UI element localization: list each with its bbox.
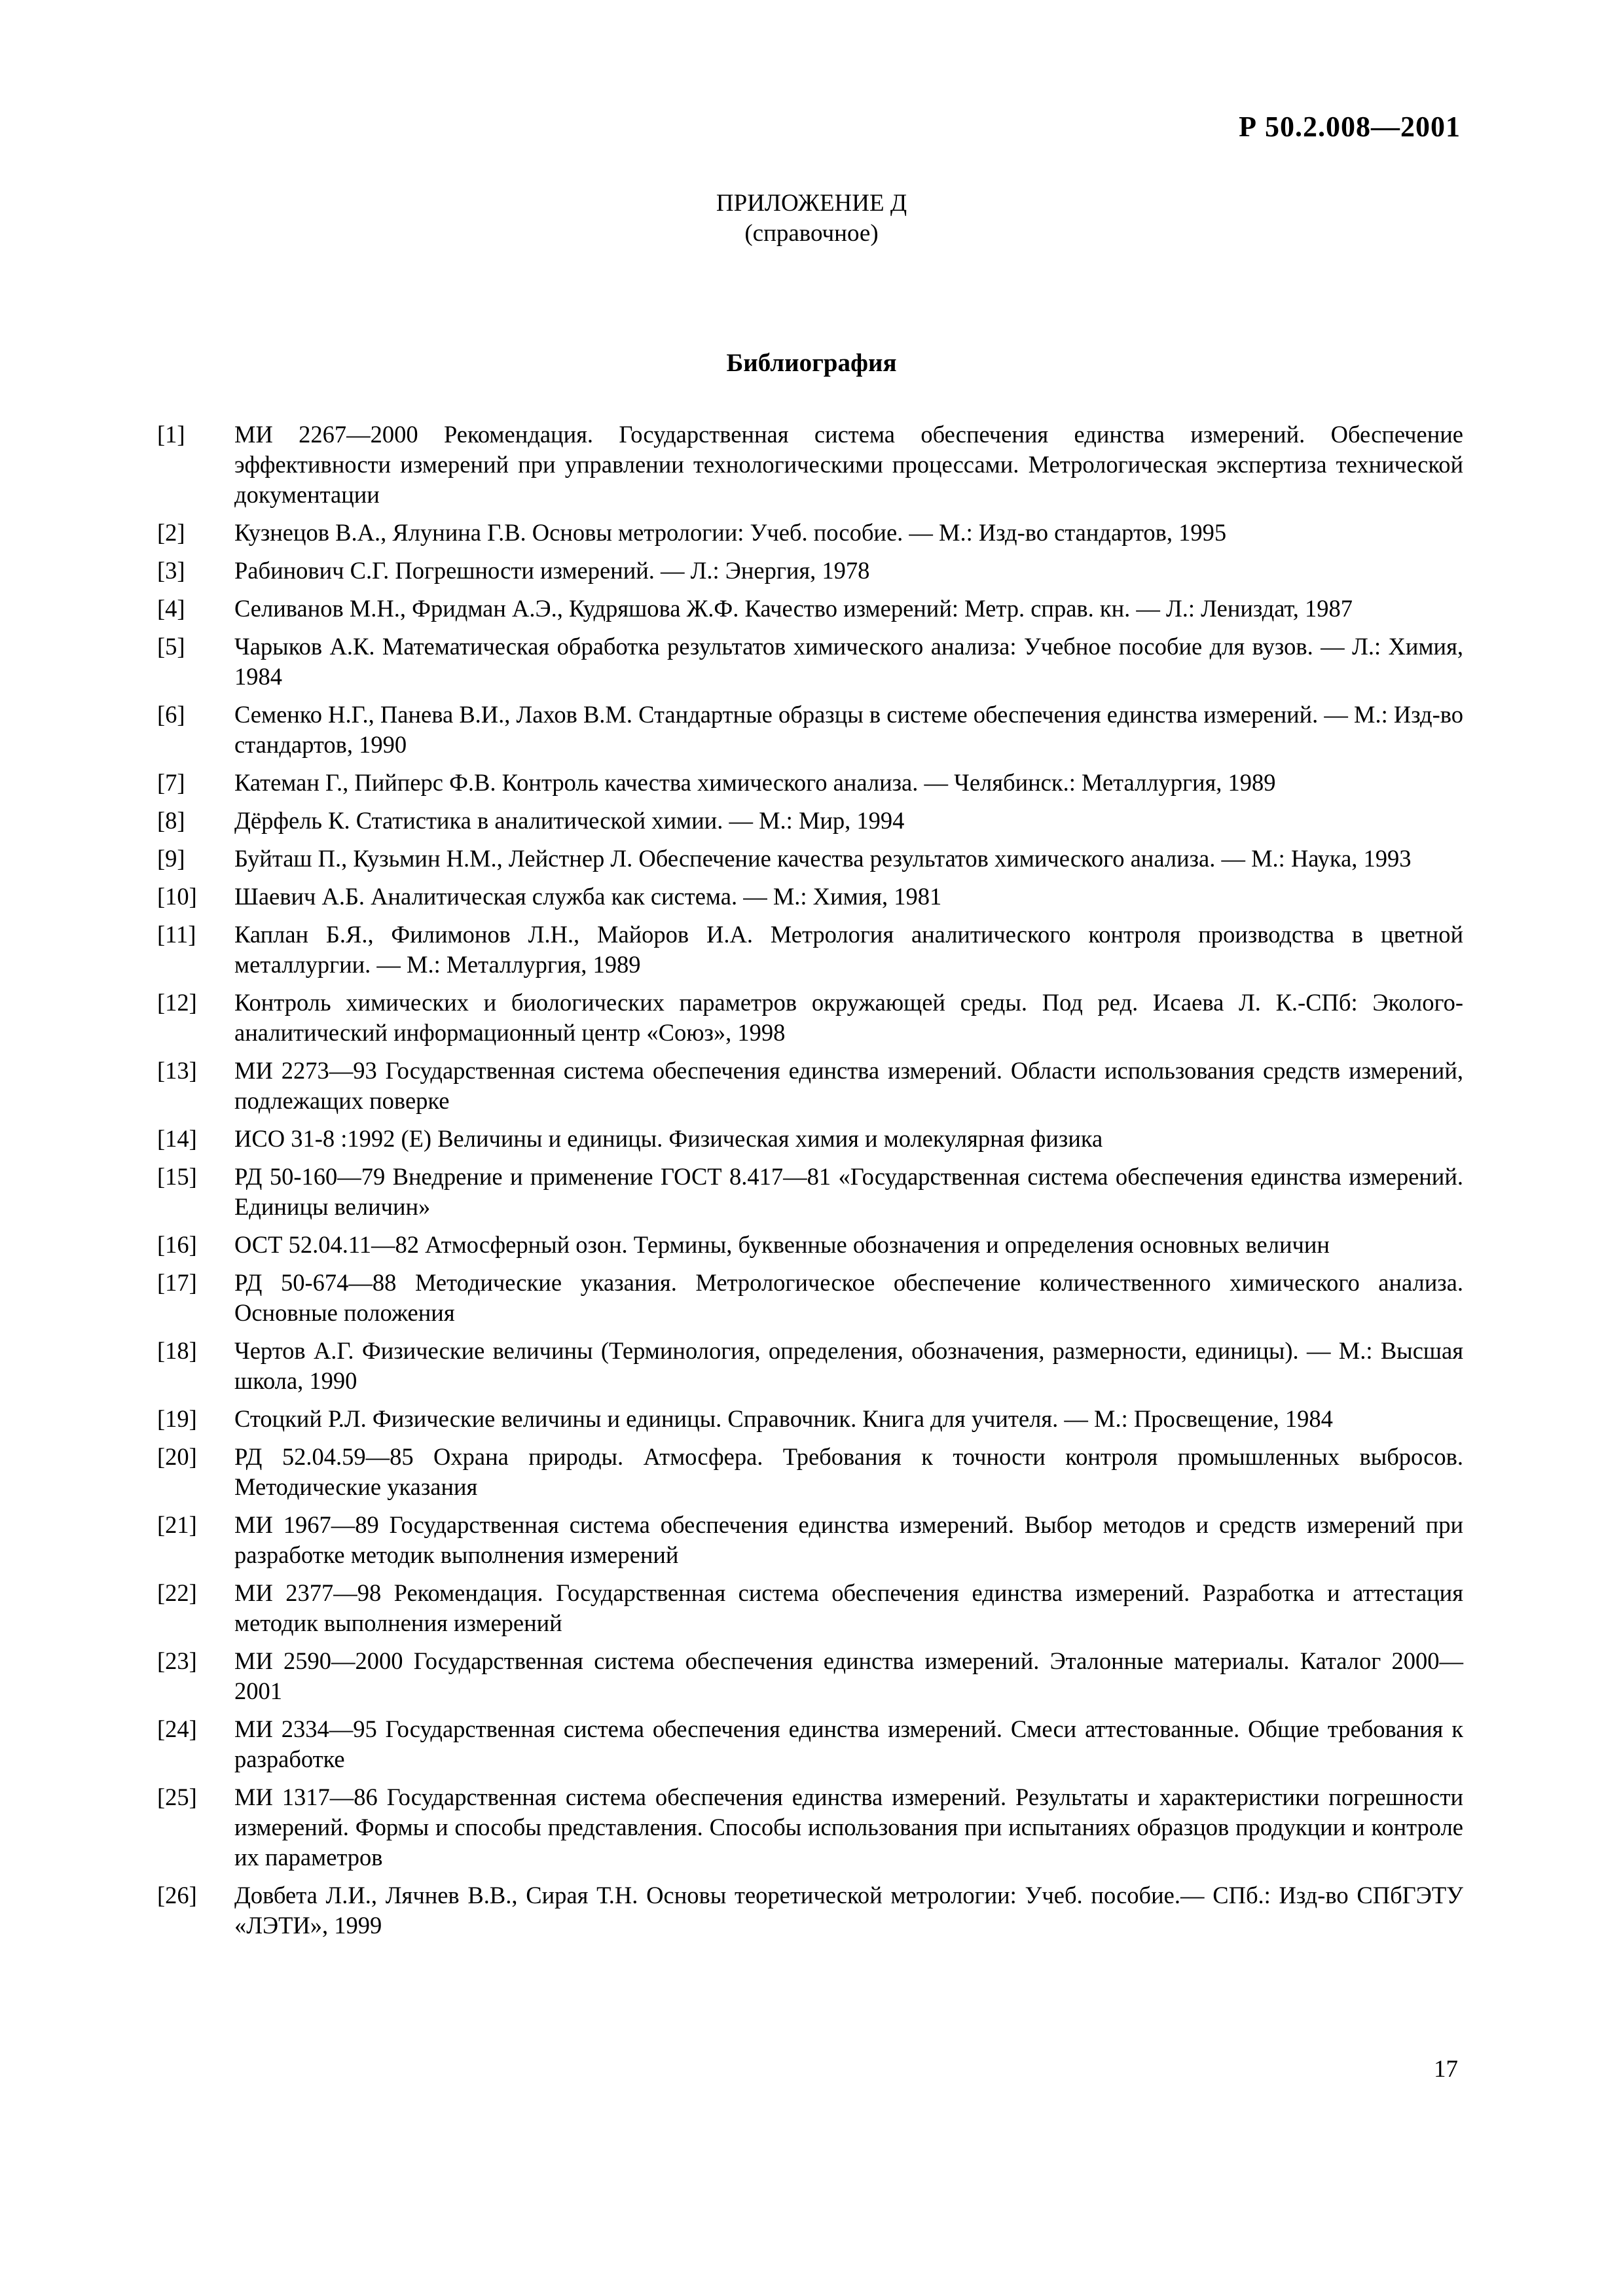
bibliography-entry (157, 768, 1463, 798)
bibliography-entry (157, 556, 1463, 586)
bibliography-entry (157, 882, 1463, 912)
bibliography-entry (157, 1714, 1463, 1774)
bibliography-entry (157, 844, 1463, 874)
bibliography-entry (157, 700, 1463, 760)
entry-text: МИ 1317—86 Государственная система обеспечения единства измерений. Результаты и характеристики погрешности измерений. Формы и способы представления. Способы использования при испытаниях образцов продукции и контроле их параметров (234, 1784, 1463, 1871)
entry-number: [5] (157, 633, 185, 660)
entry-number: [19] (157, 1405, 197, 1432)
entry-number: [18] (157, 1337, 197, 1364)
bibliography-entry (157, 518, 1463, 548)
bibliography-entry (157, 1442, 1463, 1502)
bibliography-entry (157, 1578, 1463, 1638)
bibliography-entry (157, 988, 1463, 1048)
entry-text: Дёрфель К. Статистика в аналитической химии. — М.: Мир, 1994 (234, 807, 905, 834)
bibliography-entry (157, 632, 1463, 692)
entry-number: [22] (157, 1579, 197, 1606)
entry-number: [12] (157, 989, 197, 1016)
entry-number: [15] (157, 1163, 197, 1190)
bibliography-entry (157, 1880, 1463, 1941)
entry-text: Чарыков А.К. Математическая обработка результатов химического анализа: Учебное пособие для вузов. — Л.: Химия, 1984 (234, 633, 1463, 690)
entry-number: [4] (157, 595, 185, 622)
entry-text: Кузнецов В.А., Ялунина Г.В. Основы метрологии: Учеб. пособие. — М.: Изд-во стандартов, 1995 (234, 519, 1227, 546)
bibliography-entry (157, 1268, 1463, 1328)
entry-text: ИСО 31-8 :1992 (Е) Величины и единицы. Физическая химия и молекулярная физика (234, 1125, 1103, 1152)
appendix-title: ПРИЛОЖЕНИЕ Д (716, 190, 907, 217)
entry-number: [14] (157, 1125, 197, 1152)
entry-text: МИ 1967—89 Государственная система обеспечения единства измерений. Выбор методов и средств измерений при разработке методик выполнения измерений (234, 1511, 1463, 1568)
entry-text: МИ 2590—2000 Государственная система обеспечения единства измерений. Эталонные материалы. Каталог 2000—2001 (234, 1647, 1463, 1704)
entry-text: Каплан Б.Я., Филимонов Л.Н., Майоров И.А. Метрология аналитического контроля производства в цветной металлургии. — М.: Металлургия, 1989 (234, 921, 1463, 978)
bibliography-entry (157, 1404, 1463, 1434)
appendix-subtitle: (справочное) (744, 220, 879, 247)
bibliography-entry (157, 1336, 1463, 1396)
entry-number: [3] (157, 557, 185, 584)
page-number: 17 (1434, 2056, 1458, 2083)
entry-number: [2] (157, 519, 185, 546)
bibliography-entry (157, 806, 1463, 836)
bibliography-entry (157, 920, 1463, 980)
bibliography-entry (157, 1162, 1463, 1222)
bibliography-entry (157, 1782, 1463, 1873)
bibliography-entry (157, 594, 1463, 624)
entry-text: РД 50-160—79 Внедрение и применение ГОСТ 8.417—81 «Государственная система обеспечения единства измерений. Единицы величин» (234, 1163, 1463, 1220)
entry-text: Катеман Г., Пийперс Ф.В. Контроль качества химического анализа. — Челябинск.: Металлургия, 1989 (234, 769, 1276, 796)
document-code: Р 50.2.008—2001 (1239, 111, 1461, 143)
appendix-caption (0, 188, 1623, 249)
entry-text: МИ 2377—98 Рекомендация. Государственная система обеспечения единства измерений. Разработка и аттестация методик выполнения измерений (234, 1579, 1463, 1636)
entry-number: [6] (157, 701, 185, 728)
entry-number: [20] (157, 1443, 197, 1470)
entry-number: [25] (157, 1784, 197, 1810)
entry-text: МИ 2273—93 Государственная система обеспечения единства измерений. Области использования средств измерений, подлежащих поверке (234, 1057, 1463, 1114)
bibliography-entry (157, 1510, 1463, 1570)
bibliography-entry (157, 1124, 1463, 1154)
entry-text: МИ 2267—2000 Рекомендация. Государственная система обеспечения единства измерений. Обеспечение эффективности измерений при управлении технологическими процессами. Метрологическая экспертиза технической документации (234, 421, 1463, 508)
entry-text: РД 52.04.59—85 Охрана природы. Атмосфера. Требования к точности контроля промышленных выбросов. Методические указания (234, 1443, 1463, 1500)
entry-number: [1] (157, 421, 185, 448)
entry-number: [21] (157, 1511, 197, 1538)
entry-text: Контроль химических и биологических параметров окружающей среды. Под ред. Исаева Л. К.-СПб: Эколого-аналитический информационный центр «Союз», 1998 (234, 989, 1463, 1046)
entry-number: [8] (157, 807, 185, 834)
entry-text: Чертов А.Г. Физические величины (Терминология, определения, обозначения, размерности, единицы). — М.: Высшая школа, 1990 (234, 1337, 1463, 1394)
entry-number: [10] (157, 883, 197, 910)
entry-number: [17] (157, 1269, 197, 1296)
entry-number: [24] (157, 1715, 197, 1742)
entry-text: РД 50-674—88 Методические указания. Метрологическое обеспечение количественного химического анализа. Основные положения (234, 1269, 1463, 1326)
entry-number: [9] (157, 845, 185, 872)
entry-number: [23] (157, 1647, 197, 1674)
entry-number: [26] (157, 1882, 197, 1909)
entry-text: ОСТ 52.04.11—82 Атмосферный озон. Термины, буквенные обозначения и определения основных величин (234, 1231, 1330, 1258)
entry-text: Рабинович С.Г. Погрешности измерений. — Л.: Энергия, 1978 (234, 557, 870, 584)
bibliography-list (157, 420, 1463, 1948)
entry-text: Стоцкий Р.Л. Физические величины и единицы. Справочник. Книга для учителя. — М.: Просвещение, 1984 (234, 1405, 1333, 1432)
entry-number: [16] (157, 1231, 197, 1258)
entry-text: Довбета Л.И., Лячнев В.В., Сирая Т.Н. Основы теоретической метрологии: Учеб. пособие.— СПб.: Изд-во СПбГЭТУ «ЛЭТИ», 1999 (234, 1882, 1463, 1939)
entry-text: Шаевич А.Б. Аналитическая служба как система. — М.: Химия, 1981 (234, 883, 942, 910)
bibliography-entry (157, 1646, 1463, 1706)
bibliography-heading: Библиография (726, 349, 897, 377)
entry-text: МИ 2334—95 Государственная система обеспечения единства измерений. Смеси аттестованные. Общие требования к разработке (234, 1715, 1463, 1772)
bibliography-entry (157, 420, 1463, 510)
entry-number: [13] (157, 1057, 197, 1084)
entry-number: [7] (157, 769, 185, 796)
entry-text: Буйташ П., Кузьмин Н.М., Лейстнер Л. Обеспечение качества результатов химического анализа. — М.: Наука, 1993 (234, 845, 1412, 872)
entry-number: [11] (157, 921, 196, 948)
bibliography-entry (157, 1230, 1463, 1260)
entry-text: Селиванов М.Н., Фридман А.Э., Кудряшова Ж.Ф. Качество измерений: Метр. справ. кн. — Л.: Лениздат, 1987 (234, 595, 1353, 622)
bibliography-entry (157, 1056, 1463, 1116)
entry-text: Семенко Н.Г., Панева В.И., Лахов В.М. Стандартные образцы в системе обеспечения единства измерений. — М.: Изд-во стандартов, 1990 (234, 701, 1463, 758)
